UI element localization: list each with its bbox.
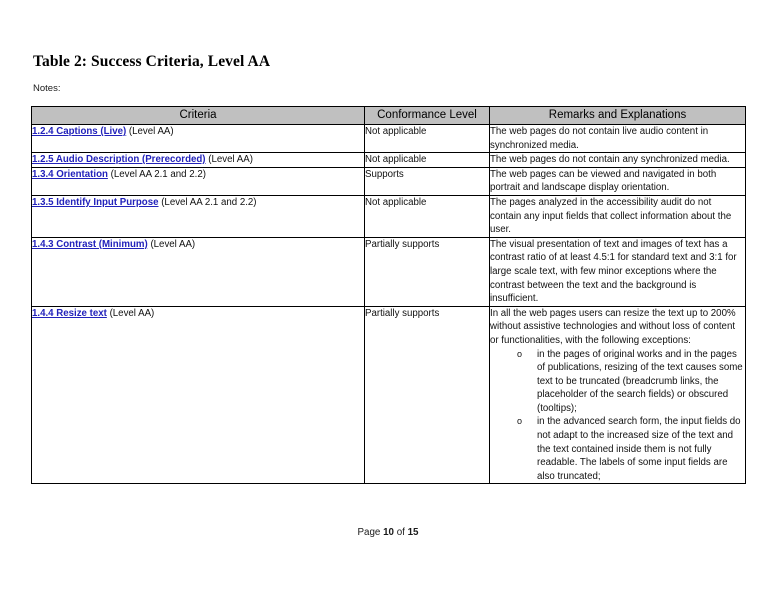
bullet-marker-icon: o [517,416,523,427]
criterion-level: (Level AA) [150,238,196,250]
footer-middle: of [393,527,408,538]
list-item [490,415,745,483]
footer-current-page: 10 [383,527,394,538]
conformance-level-cell: Partially supports [365,237,490,306]
criterion-link[interactable]: 1.4.4 Resize text [32,307,107,319]
criteria-cell [32,153,365,168]
criteria-cell [32,167,365,195]
criterion-link[interactable]: 1.3.4 Orientation [32,168,108,180]
table-row [32,306,746,484]
remarks-paragraph: The web pages can be viewed and navigated in both portrait and landscape display orientation. [490,168,717,194]
list-item-text: in the advanced search form, the input fields do not adapt to the increased size of the text and the text contained inside them is not fully readable. The labels of some input fields are also truncated; [537,416,741,482]
table-body [32,125,746,484]
conformance-level-cell: Partially supports [365,306,490,484]
criterion-link[interactable]: 1.2.5 Audio Description (Prerecorded) [32,154,206,166]
table-row [32,125,746,153]
remarks-cell [490,306,746,484]
bullet-marker-icon: o [517,348,523,359]
conformance-level-cell: Not applicable [365,195,490,237]
criterion-level: (Level AA 2.1 and 2.2) [161,196,257,208]
criterion-link[interactable]: 1.3.5 Identify Input Purpose [32,196,159,208]
criterion-level: (Level AA) [109,307,155,319]
table-row [32,237,746,306]
list-item [490,348,745,416]
footer-prefix: Page [357,527,384,538]
remarks-cell [490,195,746,237]
column-header-remarks: Remarks and Explanations [490,107,746,125]
remarks-paragraph: The pages analyzed in the accessibility audit do not contain any input fields that collect information about the user. [490,196,732,236]
criteria-cell [32,195,365,237]
column-header-conformance-level: Conformance Level [365,107,490,125]
conformance-level-cell: Not applicable [365,153,490,168]
criterion-link[interactable]: 1.2.4 Captions (Live) [32,126,127,137]
criterion-level: (Level AA) [208,154,253,166]
conformance-level-cell: Supports [365,167,490,195]
table-row [32,195,746,237]
conformance-level-cell: Not applicable [365,125,490,153]
criterion-link[interactable]: 1.4.3 Contrast (Minimum) [32,238,148,250]
table-row [32,153,746,168]
page-title: Table 2: Success Criteria, Level AA [33,53,271,70]
remarks-paragraph: The visual presentation of text and images of text has a contrast ratio of at least 4.5:1 for standard text and 3:1 for large scale text, with few minor exceptions where the contrast between the text and the background is insufficient. [490,238,737,305]
remarks-cell [490,153,746,168]
table-header-row [32,107,746,125]
remarks-cell [490,237,746,306]
page-footer [0,527,776,538]
remarks-cell [490,167,746,195]
table-row [32,167,746,195]
criteria-cell [32,125,365,153]
criterion-level: (Level AA 2.1 and 2.2) [110,168,206,180]
column-header-criteria: Criteria [32,107,365,125]
criteria-cell [32,237,365,306]
footer-total-pages: 15 [407,527,419,538]
criteria-cell [32,306,365,484]
remarks-paragraph: In all the web pages users can resize the text up to 200% without assistive technologies and without loss of content or functionalities, with the following exceptions: [490,307,736,346]
notes-label: Notes: [33,83,61,94]
remarks-cell [490,125,746,153]
success-criteria-table [31,106,746,484]
remarks-paragraph: The web pages do not contain live audio content in synchronized media. [490,126,709,151]
list-item-text: in the pages of original works and in the pages of publications, resizing of the text causes some text to be truncated (breadcrumb links, the placeholder of the search fields) or obscured (tooltips); [537,348,743,414]
remarks-bullet-list [490,348,745,484]
remarks-paragraph: The web pages do not contain any synchronized media. [490,154,730,166]
criterion-level: (Level AA) [128,126,174,137]
